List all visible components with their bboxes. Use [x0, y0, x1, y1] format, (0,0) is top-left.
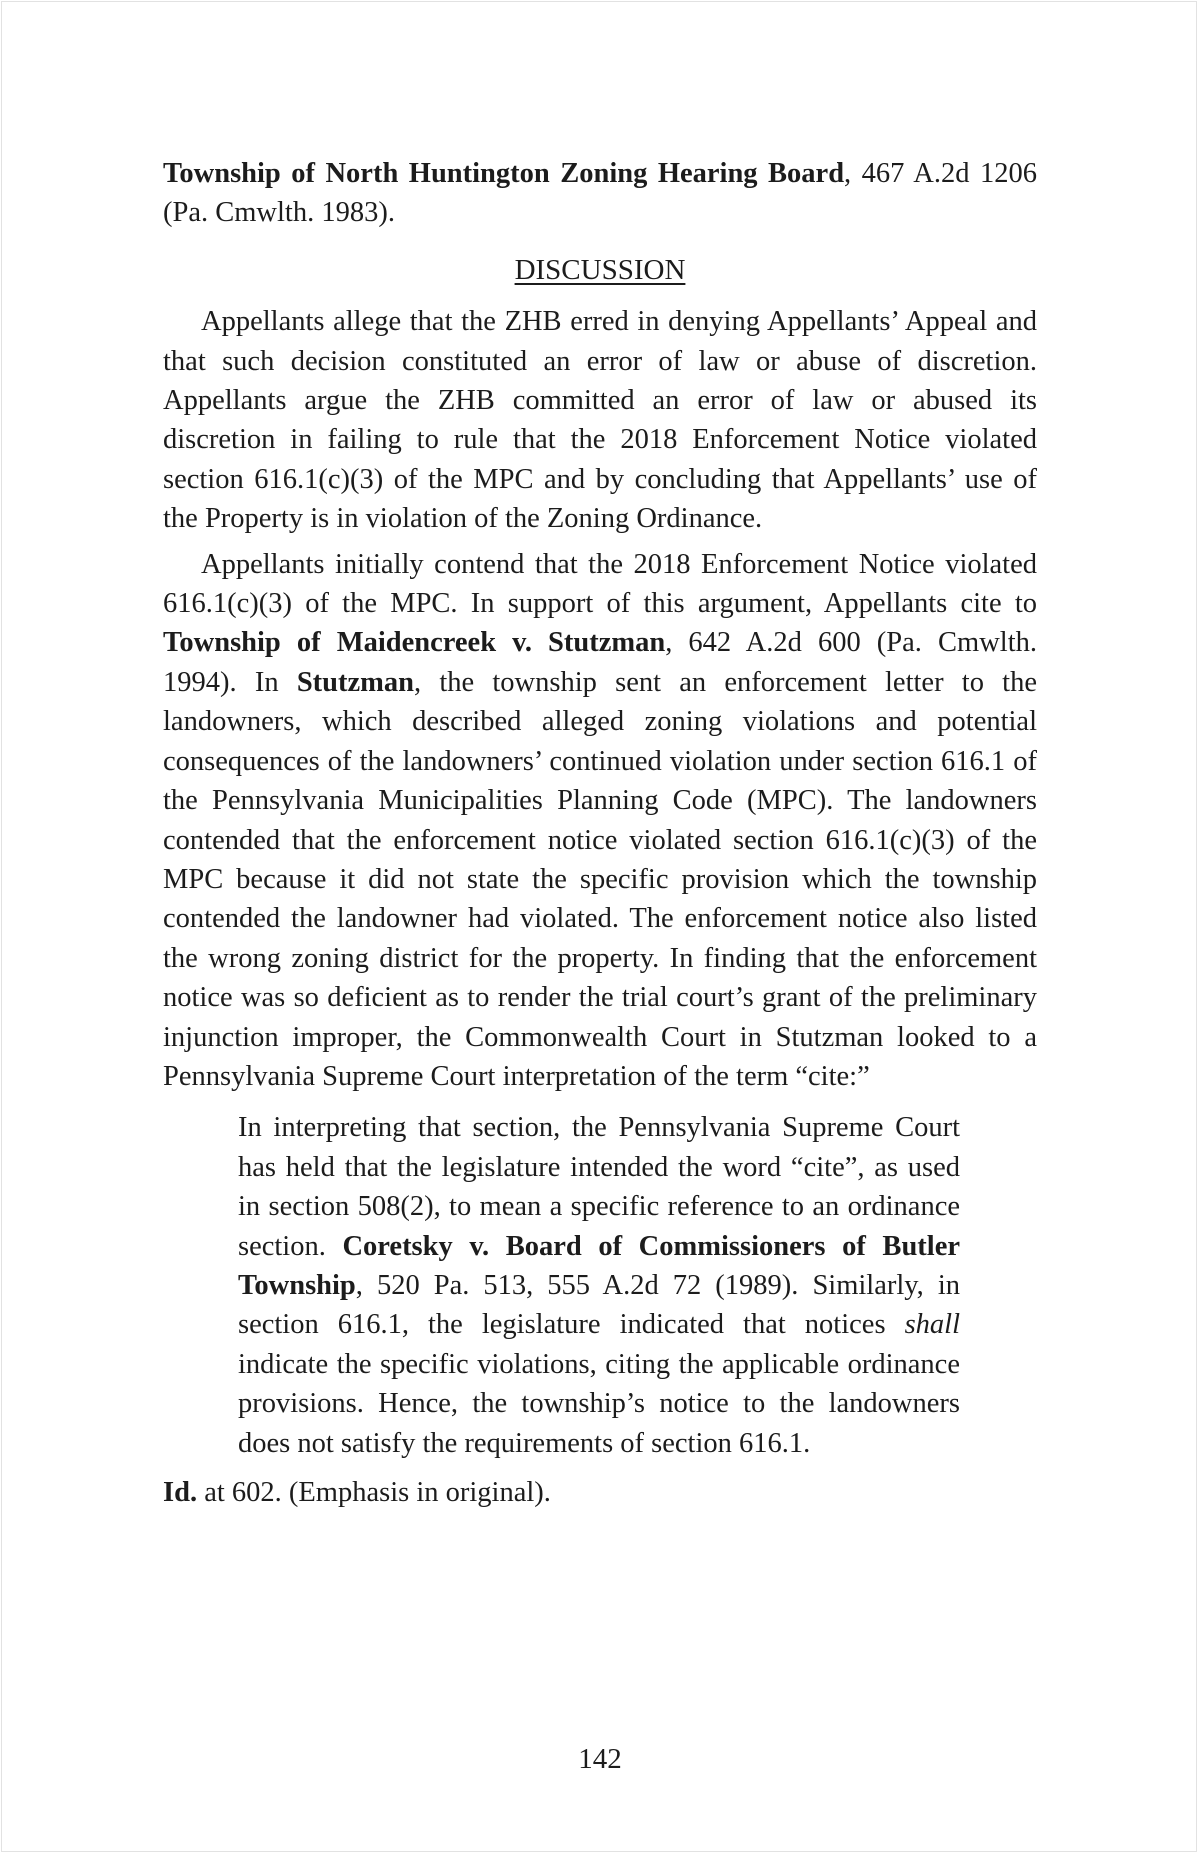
document-body	[163, 154, 1037, 1512]
page-number: 142	[578, 1743, 622, 1775]
intro-citation	[163, 154, 1037, 233]
para2-text-3: , the township sent an enforcement letter to the landowners, which described alleged zoning violations and potential consequences of the landowners’ continued violation under section 616.1 of the Pennsylvania Municipalities Planning Code (MPC). The landowners contended that the enforcement notice violated section 616.1(c)(3) of the MPC because it did not state the specific provision which the township contended the landowner had violated. The enforcement notice also listed the wrong zoning district for the property. In finding that the enforcement notice was so deficient as to render the trial court’s grant of the preliminary injunction improper, the Commonwealth Court in Stutzman looked to a Pennsylvania Supreme Court interpretation of the term “cite:”	[163, 666, 1037, 1092]
id-label: Id.	[163, 1477, 198, 1508]
quote-text-1: In interpreting that section, the Pennsylvania Supreme Court has held that the legislature intended the word “cite”, as used in section 508(2), to mean a specific reference to an ordinance section.	[238, 1112, 960, 1262]
case-name-maidencreek: Township of Maidencreek v. Stutzman	[163, 627, 666, 659]
discussion-heading: DISCUSSION	[514, 253, 686, 286]
para2-text-1: Appellants initially contend that the 2018 Enforcement Notice violated 616.1(c)(3) of the MPC. In support of this argument, Appellants cite to	[163, 548, 1037, 620]
case-name-north-huntington: Township of North Huntington Zoning Hearing Board	[163, 158, 845, 189]
para2-text-2: , 642 A.2d 600 (Pa. Cmwlth. 1994). In	[163, 627, 1037, 698]
block-quote	[238, 1108, 960, 1463]
id-citation	[163, 1473, 1037, 1512]
case-name-coretsky: Coretsky v. Board of Commissioners of Butler Township	[238, 1230, 960, 1301]
id-citation-text: at 602. (Emphasis in original).	[197, 1477, 551, 1508]
paragraph-appellants-contend	[163, 545, 1037, 1097]
paragraph-appellants-allege: Appellants allege that the ZHB erred in denying Appellants’ Appeal and that such decision constituted an error of law or abuse of discretion. Appellants argue the ZHB committed an error of law or abused its discretion in failing to rule that the 2018 Enforcement Notice violated section 616.1(c)(3) of the MPC and by concluding that Appellants’ use of the Property is in violation of the Zoning Ordinance.	[163, 306, 1037, 535]
intro-citation-text: , 467 A.2d 1206 (Pa. Cmwlth. 1983).	[163, 158, 1037, 229]
emphasis-shall: shall	[904, 1309, 960, 1341]
case-name-stutzman: Stutzman	[296, 666, 414, 698]
quote-text-2: , 520 Pa. 513, 555 A.2d 72 (1989). Similarly, in section 616.1, the legislature indicated that notices	[238, 1269, 960, 1341]
quote-text-3: indicate the specific violations, citing the applicable ordinance provisions. Hence, the township’s notice to the landowners does not satisfy the requirements of section 616.1.	[238, 1348, 960, 1459]
